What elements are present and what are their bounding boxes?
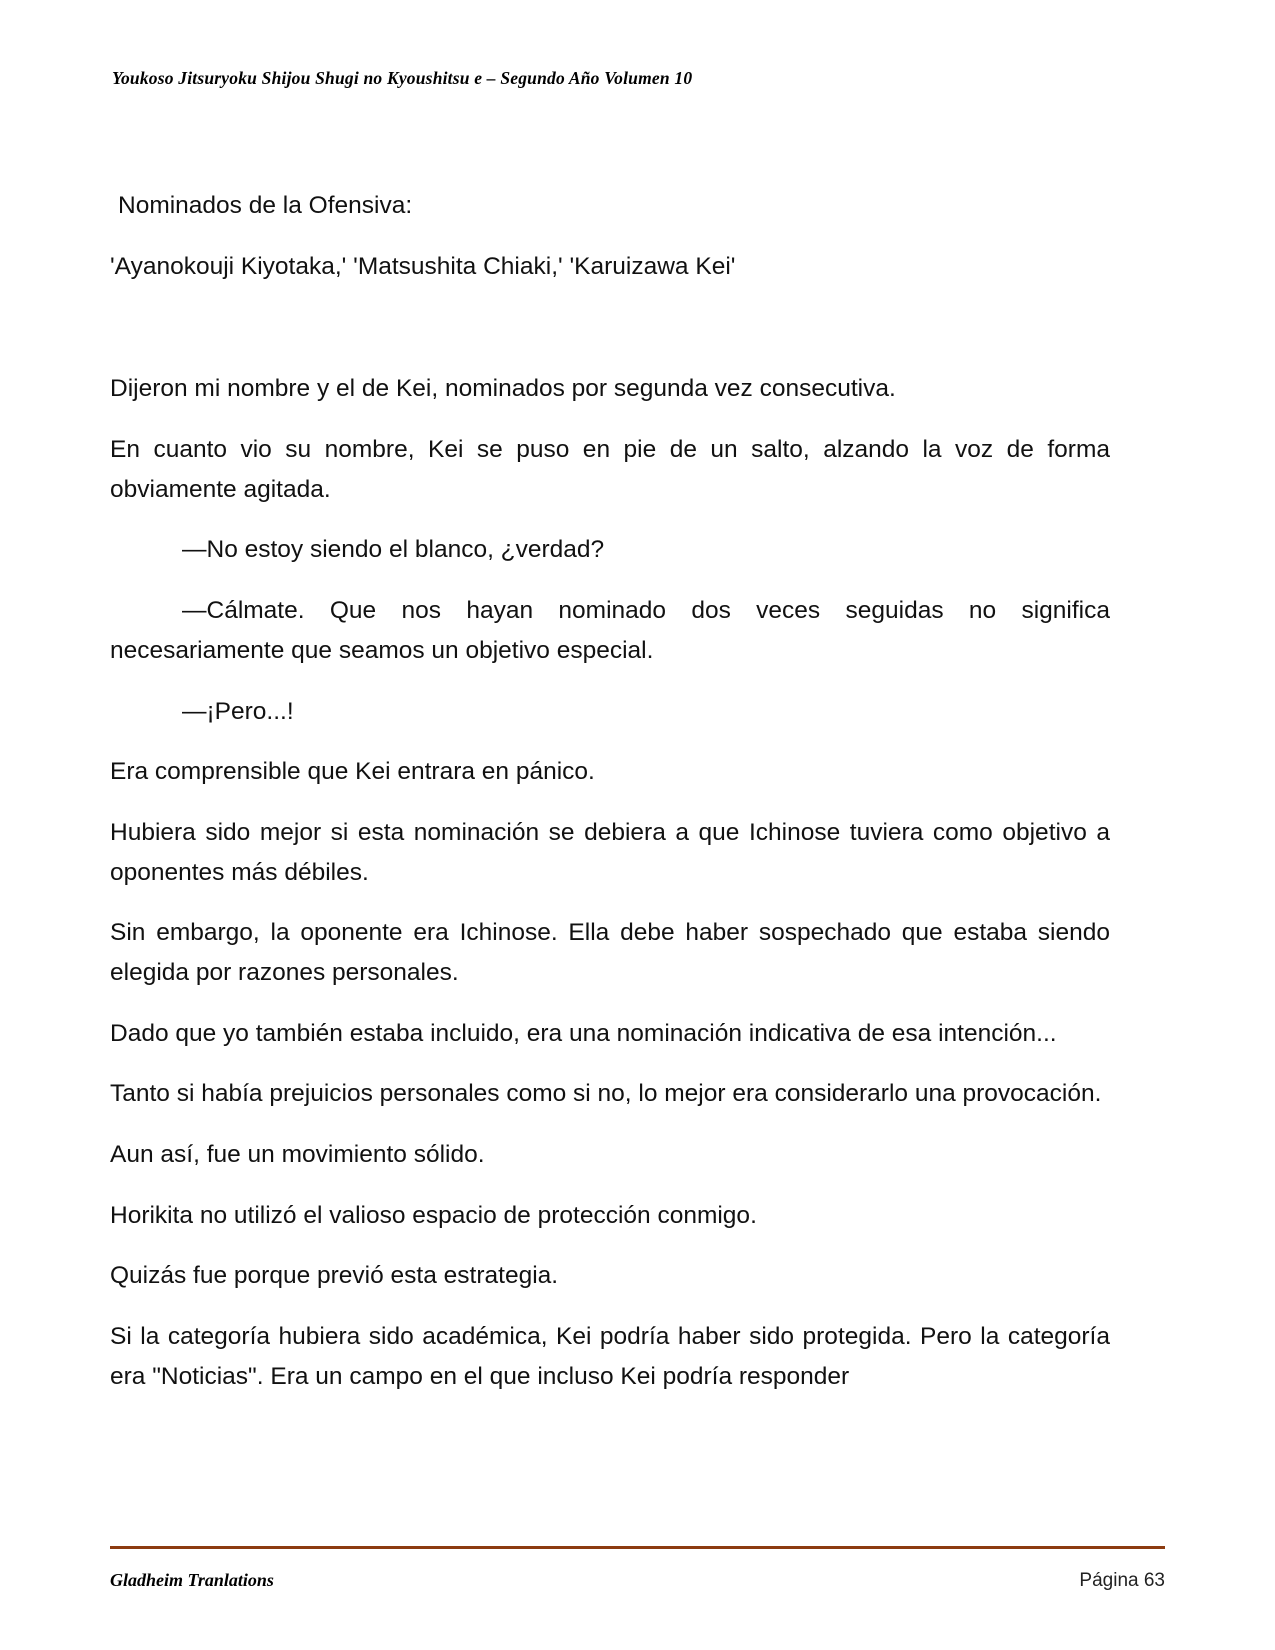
paragraph-10: Quizás fue porque previó esta estrategia. (110, 1262, 559, 1290)
paragraph-6: Dado que yo también estaba incluido, era una nominación indicativa de esa intención... (110, 1019, 1057, 1047)
page-number: Página 63 (1079, 1570, 1165, 1591)
paragraph-nominees-list: 'Ayanokouji Kiyotaka,' 'Matsushita Chiaki,' 'Karuizawa Kei' (110, 252, 736, 280)
page-footer (110, 1570, 1165, 1592)
paragraph-4: Hubiera sido mejor si esta nominación se debiera a que Ichinose tuviera como objetivo a oponentes más débiles. (110, 818, 1110, 886)
footer-credit: Gladheim Tranlations (110, 1570, 274, 1590)
dialogue-3: —¡Pero...! (182, 697, 294, 725)
paragraph-7: Tanto si había prejuicios personales como si no, lo mejor era considerarlo una provocación. (110, 1080, 1102, 1108)
paragraph-11: Si la categoría hubiera sido académica, Kei podría haber sido protegida. Pero la categoría era "Noticias". Era un campo en el que incluso Kei podría responder (110, 1323, 1110, 1390)
page-header: Youkoso Jitsuryoku Shijou Shugi no Kyoushitsu e – Segundo Año Volumen 10 (112, 68, 693, 88)
section-spacer (110, 307, 1110, 369)
paragraph-nominees-label: Nominados de la Ofensiva: (118, 192, 413, 219)
paragraph-5: Sin embargo, la oponente era Ichinose. Ella debe haber sospechado que estaba siendo elegida por razones personales. (110, 919, 1110, 986)
paragraph-8: Aun así, fue un movimiento sólido. (110, 1141, 485, 1168)
paragraph-2: En cuanto vio su nombre, Kei se puso en pie de un salto, alzando la voz de forma obviamente agitada. (110, 436, 1110, 503)
dialogue-1: —No estoy siendo el blanco, ¿verdad? (182, 536, 605, 564)
footer-divider (110, 1546, 1165, 1549)
paragraph-9: Horikita no utilizó el valioso espacio de protección conmigo. (110, 1201, 757, 1229)
paragraph-1: Dijeron mi nombre y el de Kei, nominados por segunda vez consecutiva. (110, 375, 896, 403)
dialogue-2: —Cálmate. Que nos hayan nominado dos veces seguidas no significa necesariamente que seamos un objetivo especial. (110, 597, 1110, 664)
document-body (110, 186, 1110, 1396)
paragraph-3: Era comprensible que Kei entrara en pánico. (110, 758, 595, 786)
